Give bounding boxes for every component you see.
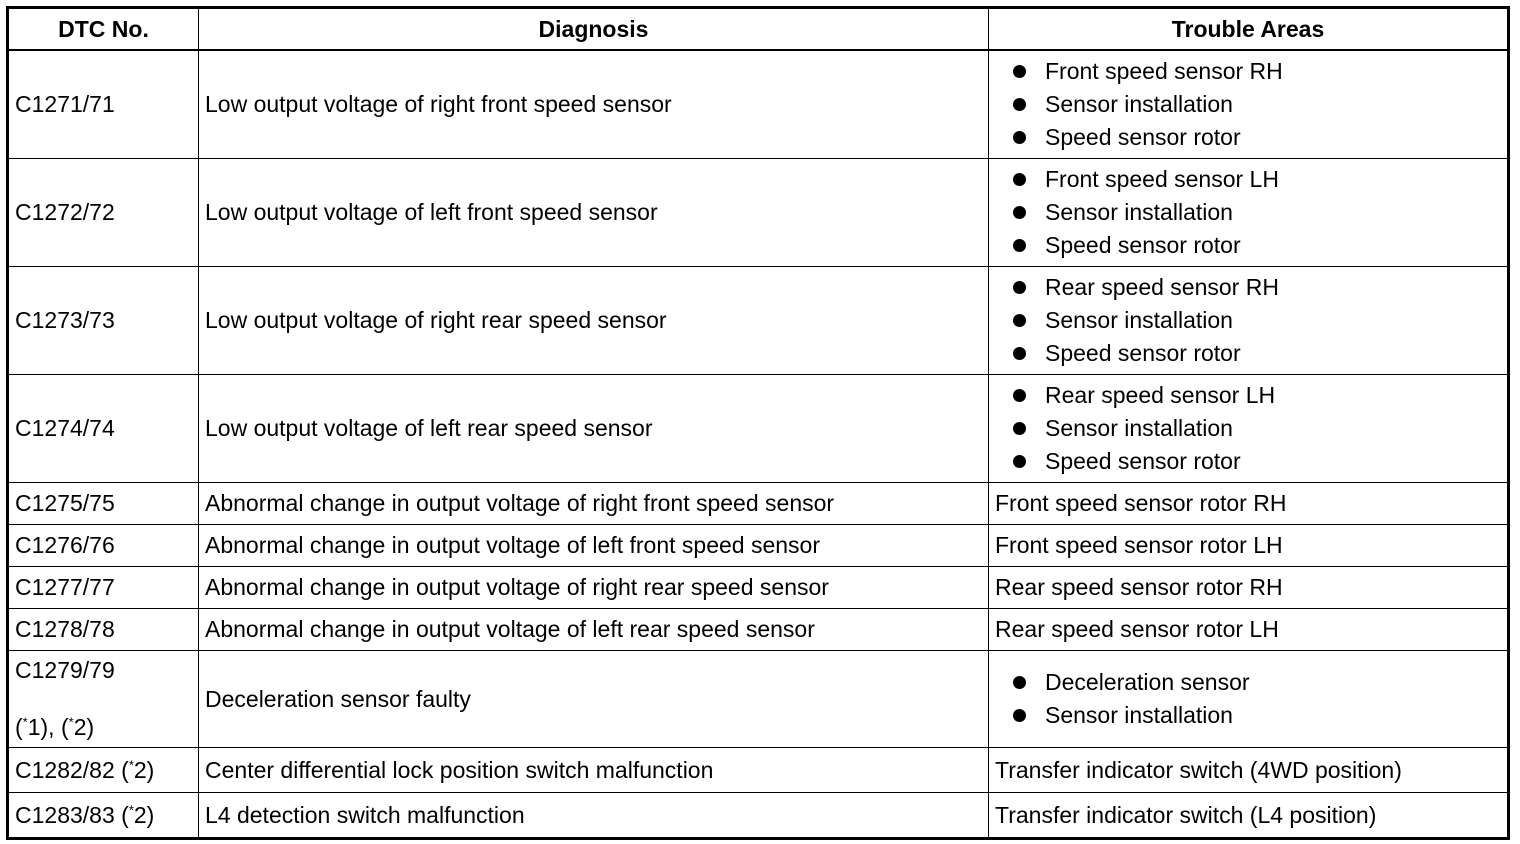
diagnosis-text: Low output voltage of right front speed sensor (199, 50, 989, 159)
trouble-area: Front speed sensor RH (1045, 58, 1283, 84)
trouble-area: Rear speed sensor RH (1045, 274, 1279, 300)
bullet-icon (1013, 239, 1026, 252)
diagnosis-text: Abnormal change in output voltage of left front speed sensor (199, 525, 989, 567)
table-row (8, 267, 1509, 375)
trouble-area: Sensor installation (1045, 307, 1233, 333)
trouble-areas-cell (989, 159, 1509, 267)
note-text: ( (15, 714, 23, 740)
bullet-icon (1013, 422, 1026, 435)
diagnosis-text: Low output voltage of left rear speed sensor (199, 375, 989, 483)
bullet-icon (1013, 709, 1026, 722)
trouble-area-list (995, 55, 1501, 154)
trouble-area: Sensor installation (1045, 415, 1233, 441)
list-item (1013, 88, 1501, 121)
list-item (1013, 445, 1501, 478)
table-row (8, 567, 1509, 609)
dtc-code: C1275/75 (8, 483, 199, 525)
dtc-code-cell (8, 793, 199, 839)
trouble-area-list (995, 379, 1501, 478)
trouble-area: Sensor installation (1045, 91, 1233, 117)
trouble-areas-cell (989, 375, 1509, 483)
bullet-icon (1013, 65, 1026, 78)
dtc-code-note (15, 714, 192, 741)
table-row (8, 50, 1509, 159)
table-row (8, 159, 1509, 267)
dtc-code: C1272/72 (8, 159, 199, 267)
bullet-icon (1013, 173, 1026, 186)
dtc-code: C1273/73 (8, 267, 199, 375)
trouble-area: Front speed sensor LH (1045, 166, 1279, 192)
trouble-area: Transfer indicator switch (L4 position) (989, 793, 1509, 839)
trouble-area: Front speed sensor rotor RH (989, 483, 1509, 525)
list-item (1013, 229, 1501, 262)
dtc-code-cell (8, 651, 199, 748)
note-text: 2) (133, 756, 155, 783)
trouble-area-list (995, 271, 1501, 370)
table-row (8, 483, 1509, 525)
trouble-area: Sensor installation (1045, 702, 1233, 728)
list-item (1013, 271, 1501, 304)
table-row (8, 748, 1509, 793)
note-star: * (22, 714, 28, 730)
trouble-area: Deceleration sensor (1045, 669, 1250, 695)
bullet-icon (1013, 314, 1026, 327)
list-item (1013, 412, 1501, 445)
bullet-icon (1013, 281, 1026, 294)
header-dtc-no: DTC No. (8, 8, 199, 51)
note-star: * (68, 714, 74, 730)
trouble-area: Speed sensor rotor (1045, 448, 1241, 474)
dtc-code: C1276/76 (8, 525, 199, 567)
dtc-code: C1282/82 ( (15, 756, 129, 783)
note-text: 2) (133, 801, 155, 828)
diagnosis-text: Abnormal change in output voltage of right rear speed sensor (199, 567, 989, 609)
header-trouble-areas: Trouble Areas (989, 8, 1509, 51)
list-item (1013, 699, 1501, 732)
table-row (8, 609, 1509, 651)
list-item (1013, 163, 1501, 196)
table-row (8, 651, 1509, 748)
trouble-area: Speed sensor rotor (1045, 232, 1241, 258)
trouble-area: Rear speed sensor rotor RH (989, 567, 1509, 609)
diagnosis-text: Center differential lock position switch malfunction (199, 748, 989, 793)
note-star: * (128, 801, 134, 817)
dtc-code: C1271/71 (8, 50, 199, 159)
list-item (1013, 337, 1501, 370)
list-item (1013, 121, 1501, 154)
note-star: * (128, 756, 134, 772)
trouble-area: Rear speed sensor LH (1045, 382, 1276, 408)
list-item (1013, 304, 1501, 337)
note-text: 1), ( (27, 714, 69, 740)
header-row (8, 8, 1509, 51)
diagnosis-text: Low output voltage of right rear speed sensor (199, 267, 989, 375)
trouble-area: Transfer indicator switch (4WD position) (989, 748, 1509, 793)
list-item (1013, 379, 1501, 412)
trouble-area: Speed sensor rotor (1045, 124, 1241, 150)
trouble-area: Front speed sensor rotor LH (989, 525, 1509, 567)
trouble-areas-cell (989, 651, 1509, 748)
dtc-code: C1279/79 (15, 657, 115, 683)
table-row (8, 793, 1509, 839)
list-item (1013, 666, 1501, 699)
bullet-icon (1013, 347, 1026, 360)
dtc-code: C1277/77 (8, 567, 199, 609)
diagnosis-text: Abnormal change in output voltage of left rear speed sensor (199, 609, 989, 651)
diagnosis-text: Deceleration sensor faulty (199, 651, 989, 748)
bullet-icon (1013, 131, 1026, 144)
dtc-table (6, 6, 1510, 840)
trouble-areas-cell (989, 50, 1509, 159)
list-item (1013, 55, 1501, 88)
note-text: 2) (73, 714, 95, 740)
header-diagnosis: Diagnosis (199, 8, 989, 51)
dtc-code: C1283/83 ( (15, 801, 129, 828)
trouble-area: Rear speed sensor rotor LH (989, 609, 1509, 651)
diagnosis-text: L4 detection switch malfunction (199, 793, 989, 839)
dtc-code: C1274/74 (8, 375, 199, 483)
trouble-area-list (995, 163, 1501, 262)
bullet-icon (1013, 98, 1026, 111)
trouble-area-list (995, 666, 1501, 732)
table-row (8, 375, 1509, 483)
diagnosis-text: Low output voltage of left front speed sensor (199, 159, 989, 267)
dtc-code-block (15, 657, 192, 741)
bullet-icon (1013, 676, 1026, 689)
list-item (1013, 196, 1501, 229)
dtc-code-cell (8, 748, 199, 793)
bullet-icon (1013, 206, 1026, 219)
trouble-areas-cell (989, 267, 1509, 375)
trouble-area: Speed sensor rotor (1045, 340, 1241, 366)
table-row (8, 525, 1509, 567)
diagnosis-text: Abnormal change in output voltage of right front speed sensor (199, 483, 989, 525)
bullet-icon (1013, 389, 1026, 402)
trouble-area: Sensor installation (1045, 199, 1233, 225)
bullet-icon (1013, 455, 1026, 468)
dtc-code: C1278/78 (8, 609, 199, 651)
